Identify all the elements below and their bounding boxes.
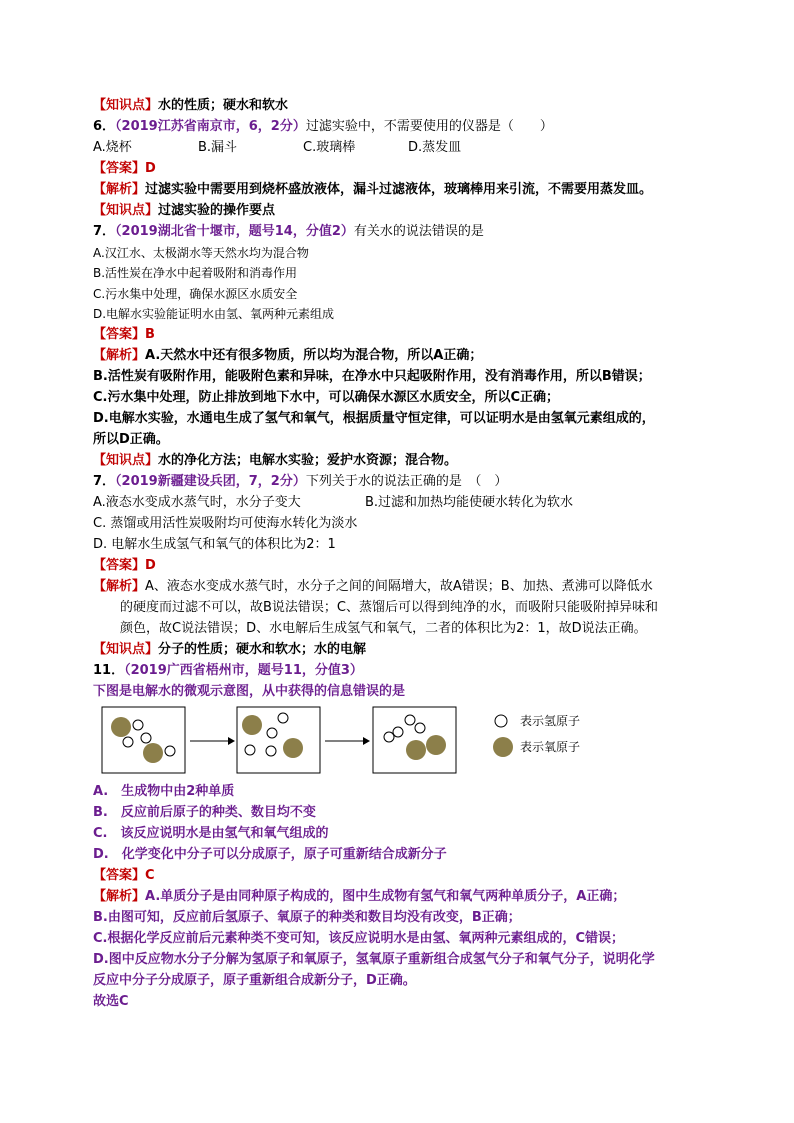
explanation-11-b: B.由图可知，反应前后氢原子、氧原子的种类和数目均没有改变，B正确； — [93, 910, 521, 925]
knowledge-line: 【知识点】水的性质；硬水和软水 — [93, 98, 289, 113]
box-1 — [102, 707, 185, 773]
question-11-option-a: A. 生成物中由2种单质 — [93, 784, 235, 799]
question-7-xinjiang: 7．（2019新疆建设兵团，7，2分）下列关于水的说法正确的是 （ ） — [93, 474, 508, 489]
question-7-option-d: D.电解水实验能证明水由氢、氧两种元素组成 — [93, 307, 335, 321]
explanation-7-b: B.活性炭有吸附作用，能吸附色素和异味，在净水中只起吸附作用，没有消毒作用，所以B错误； — [93, 369, 651, 384]
oxygen-atom — [143, 743, 163, 763]
question-7-option-a: A.汉江水、太极湖水等天然水均为混合物 — [93, 246, 309, 260]
explanation-7x-2: 的硬度而过滤不可以，故B说法错误；C、蒸馏后可以得到纯净的水，而吸附只能吸附掉异味和 — [120, 600, 658, 615]
question-7x-options-ab: A.液态水变成水蒸气时，水分子变大 B.过滤和加热均能使硬水转化为软水 — [93, 495, 574, 510]
knowledge-7x: 【知识点】分子的性质；硬水和软水；水的电解 — [93, 642, 367, 657]
explanation-7-c: C.污水集中处理，防止排放到地下水中，可以确保水源区水质安全，所以C正确； — [93, 390, 560, 405]
box-3 — [373, 707, 456, 773]
explanation-6: 【解析】过滤实验中需要用到烧杯盛放液体，漏斗过滤液体，玻璃棒用来引流，不需要用蒸发皿。 — [93, 182, 653, 197]
explanation-11-f: 故选C — [93, 994, 129, 1009]
oxygen-atom — [406, 740, 426, 760]
answer-7x: 【答案】D — [93, 558, 156, 573]
question-7-option-c: C.污水集中处理，确保水源区水质安全 — [93, 287, 298, 301]
hydrogen-atom — [245, 745, 255, 755]
arrow-1 — [190, 737, 235, 745]
hydrogen-atom — [141, 733, 151, 743]
answer-7: 【答案】B — [93, 327, 155, 342]
question-7x-option-c: C. 蒸馏或用活性炭吸附均可使海水转化为淡水 — [93, 516, 358, 531]
explanation-7: 【解析】A.天然水中还有很多物质，所以均为混合物，所以A正确； — [93, 348, 483, 363]
legend — [493, 714, 580, 757]
question-6-options: A.烧杯 B.漏斗 C.玻璃棒 D.蒸发皿 — [93, 140, 462, 155]
question-6: 6．（2019江苏省南京市，6，2分）过滤实验中，不需要使用的仪器是（ ） — [93, 119, 553, 134]
explanation-11-e: 反应中分子分成原子，原子重新组合成新分子，D正确。 — [93, 973, 416, 988]
electrolysis-diagram — [100, 705, 600, 785]
hydrogen-atom — [267, 728, 277, 738]
answer-11: 【答案】C — [93, 868, 155, 883]
explanation-11-d: D.图中反应物水分子分解为氢原子和氧原子，氢氧原子重新组合成氢气分子和氧气分子，说明化学 — [93, 952, 655, 967]
hydrogen-legend-icon — [495, 715, 507, 727]
hydrogen-atom — [266, 746, 276, 756]
oxygen-atom — [426, 735, 446, 755]
oxygen-atom — [283, 738, 303, 758]
question-11: 11．（2019广西省梧州市，题号11，分值3） — [93, 663, 363, 678]
hydrogen-atom — [393, 727, 403, 737]
hydrogen-atom — [415, 723, 425, 733]
knowledge-6: 【知识点】过滤实验的操作要点 — [93, 203, 276, 218]
hydrogen-atom — [384, 732, 394, 742]
question-11-option-c: C. 该反应说明水是由氢气和氧气组成的 — [93, 826, 329, 841]
explanation-7-d: D.电解水实验，水通电生成了氢气和氧气，根据质量守恒定律，可以证明水是由氢氧元素组成的， — [93, 411, 655, 426]
legend-hydrogen-label: 表示氢原子 — [520, 714, 581, 728]
answer-6: 【答案】D — [93, 161, 156, 176]
explanation-7-e: 所以D正确。 — [93, 432, 169, 447]
oxygen-atom — [111, 717, 131, 737]
hydrogen-atom — [123, 737, 133, 747]
explanation-7x-3: 颜色，故C说法错误；D、水电解后生成氢气和氧气，二者的体积比为2：1，故D说法正确。 — [120, 621, 647, 636]
hydrogen-atom — [405, 715, 415, 725]
oxygen-legend-icon — [493, 737, 513, 757]
question-11-option-d: D. 化学变化中分子可以分成原子，原子可重新结合成新分子 — [93, 847, 447, 862]
box-2 — [237, 707, 320, 773]
question-7-option-b: B.活性炭在净水中起着吸附和消毒作用 — [93, 266, 298, 280]
legend-oxygen-label: 表示氧原子 — [520, 740, 581, 754]
oxygen-atom — [242, 715, 262, 735]
hydrogen-atom — [278, 713, 288, 723]
explanation-11: 【解析】A.单质分子是由同种原子构成的，图中生成物有氢气和氧气两种单质分子，A正确； — [93, 889, 626, 904]
question-11-option-b: B. 反应前后原子的种类、数目均不变 — [93, 805, 316, 820]
explanation-11-c: C.根据化学反应前后元素种类不变可知，该反应说明水是由氢、氧两种元素组成的，C错误； — [93, 931, 625, 946]
knowledge-7: 【知识点】水的净化方法；电解水实验；爱护水资源；混合物。 — [93, 453, 458, 468]
question-11-text: 下图是电解水的微观示意图，从中获得的信息错误的是 — [93, 684, 406, 699]
question-7: 7．（2019湖北省十堰市，题号14，分值2）有关水的说法错误的是 — [93, 224, 484, 239]
hydrogen-atom — [133, 720, 143, 730]
arrow-2 — [325, 737, 370, 745]
explanation-7x: 【解析】A、液态水变成水蒸气时，水分子之间的间隔增大，故A错误；B、加热、煮沸可以降低水 — [93, 579, 653, 594]
question-7x-option-d: D. 电解水生成氢气和氧气的体积比为2：1 — [93, 537, 336, 552]
hydrogen-atom — [165, 746, 175, 756]
